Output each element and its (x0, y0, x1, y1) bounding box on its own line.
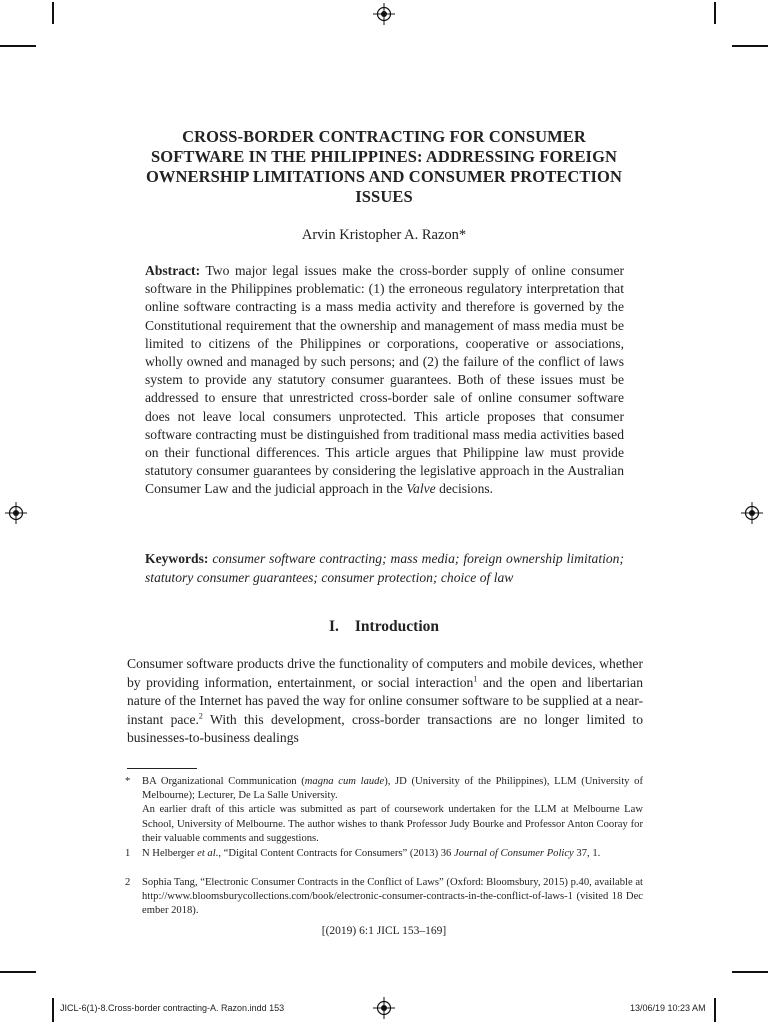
crop-mark (0, 45, 36, 47)
crop-mark (732, 971, 768, 973)
author-name: Arvin Kristopher A. Razon* (301, 227, 467, 243)
abstract-text-end: decisions. (439, 481, 494, 497)
footnote-italic: et al (197, 848, 216, 859)
footnote-text: BA Organizational Communication ( (142, 776, 305, 787)
printer-slug-file: JICL-6(1)-8.Cross-border contracting-A. Razon.indd 153 (60, 1003, 285, 1013)
footnote-italic: Journal of Consumer Policy (454, 848, 574, 859)
registration-mark-icon (5, 502, 27, 524)
keywords-label: Keywords: (145, 551, 209, 566)
footnote-divider (127, 768, 197, 769)
footnote-mark: 1 (125, 848, 131, 859)
abstract-italic-term: Valve (406, 481, 436, 497)
footnote-text: ), JD (University of the Philippines), LLM (University of Melbourne); Lecturer, De La Salle University. (142, 776, 643, 802)
crop-mark (732, 45, 768, 47)
footnote-2 (125, 876, 643, 919)
crop-mark (714, 998, 716, 1022)
body-text: and the open and libertarian nature of the Internet has paved the way for online consumer software to be supplied at a near-instant pace. (127, 674, 643, 727)
crop-mark (714, 2, 716, 24)
section-number: I. (328, 618, 339, 635)
registration-mark-icon (373, 3, 395, 25)
body-paragraph (127, 655, 643, 748)
body-text: With this development, cross-border transactions are no longer limited to businesses-to-business dealings (127, 711, 643, 746)
crop-mark (52, 998, 54, 1022)
footnote-italic: magna cum laude (304, 776, 385, 787)
article-title: CROSS-BORDER CONTRACTING FOR CONSUMER SOFTWARE IN THE PHILIPPINES: ADDRESSING FOREIGN OWNERSHIP LIMITATIONS AND CONSUMER PROTECTION ISSUES (145, 127, 623, 206)
registration-mark-icon (373, 997, 395, 1019)
footnote-1 (125, 847, 643, 861)
body-text: Consumer software products drive the functionality of computers and mobile devices, whether by providing information, entertainment, or social interaction (127, 656, 643, 690)
footnote-text: An earlier draft of this article was submitted as part of coursework undertaken for the LLM at Melbourne Law School, University of Melbourne. The author wishes to thank Professor Judy Bourke and Professor Anton Cooray for their valuable comments and suggestions. (142, 804, 643, 844)
footnote-mark: * (125, 776, 131, 787)
crop-mark (52, 2, 54, 24)
keywords (145, 549, 624, 587)
abstract-label: Abstract: (145, 263, 201, 278)
journal-citation: [(2019) 6:1 JICL 153–169] (321, 925, 447, 937)
footnote-text: 37, 1. (576, 848, 601, 859)
abstract (145, 262, 624, 499)
footnote-ref: 2 (198, 711, 203, 721)
registration-mark-icon (741, 502, 763, 524)
footnote-author (125, 775, 643, 846)
section-heading (140, 618, 628, 636)
footnote-ref: 1 (473, 674, 478, 684)
section-title: Introduction (354, 618, 440, 635)
footnote-text: Sophia Tang, “Electronic Consumer Contracts in the Conflict of Laws” (Oxford: Bloomsbury, 2015) p.40, available at http://www.bloomsburycollections.com/book/electronic-consumer-contracts-in-the-conflict-of-laws-1 (visited 18 December 2018). (142, 877, 643, 917)
crop-mark (0, 971, 36, 973)
footnote-mark: 2 (125, 877, 131, 888)
footnote-text: ., “Digital Content Contracts for Consumers” (2013) 36 (215, 848, 452, 859)
footnote-text: N Helberger (142, 848, 195, 859)
abstract-text: Two major legal issues make the cross-border supply of online consumer software in the Philippines problematic: (1) the erroneous regulatory interpretation that online software contracting is a mass media activity and therefore is governed by the Constitutional requirement that the ownership and management of mass media must be limited to citizens of the Philippines or corporations, cooperative or associations, wholly owned and managed by such persons; and (2) the failure of the conflict of laws system to provide any statutory consumer guarantees. Both of these issues must be addressed to ensure that unrestricted cross-border sale of online consumer software does not leave local consumers unprotected. This article proposes that consumer software contracting must be distinguished from traditional mass media activities based on their functional differences. This article argues that Philippine law must provide statutory consumer guarantees by considering the legislative approach in the Australian Consumer Law and the judicial approach in the (145, 263, 625, 497)
keywords-text: consumer software contracting; mass media; foreign ownership limitation; statutory consumer guarantees; consumer protection; choice of law (145, 551, 624, 585)
printer-slug-datetime: 13/06/19 10:23 AM (630, 1003, 706, 1013)
